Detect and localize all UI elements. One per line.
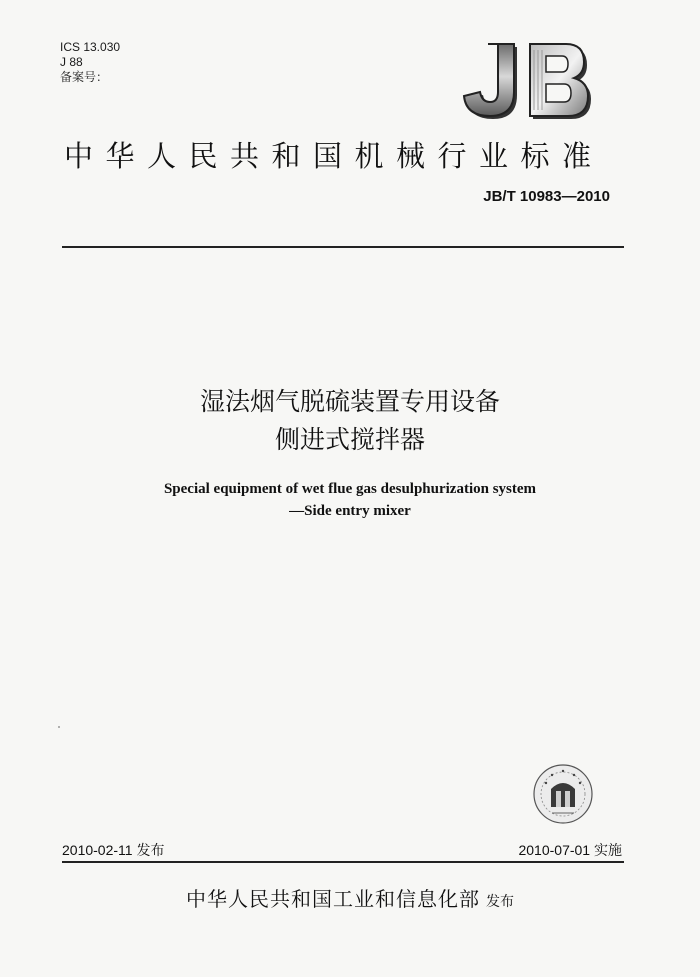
record-number-label: 备案号： (60, 70, 109, 84)
issuer-line (0, 883, 700, 912)
title-en-line2: —Side entry mixer (289, 503, 411, 519)
standard-type-title: 中华人民共和国机械行业标准 (64, 139, 604, 173)
title-cn-line2: 侧进式搅拌器 (274, 425, 425, 454)
implementation-date: 2010-07-01 实施 (518, 842, 622, 858)
scan-speck (58, 726, 60, 728)
class-code: J 88 (60, 55, 83, 69)
issuing-authority: 中华人民共和国工业和信息化部 (186, 887, 480, 911)
jb-logo (458, 40, 594, 120)
publish-label: 发布 (486, 894, 514, 910)
ics-code: ICS 13.030 (60, 40, 121, 54)
title-en-line1: Special equipment of wet flue gas desulphurization system (163, 481, 537, 497)
standard-code: JB/T 10983—2010 (483, 188, 610, 205)
classification-block (60, 40, 120, 85)
top-divider (62, 246, 624, 248)
publisher-seal-icon (532, 763, 594, 825)
bottom-divider (62, 861, 624, 863)
issue-date: 2010-02-11 发布 (62, 842, 165, 858)
title-cn-line1: 湿法烟气脱硫装置专用设备 (199, 387, 500, 416)
